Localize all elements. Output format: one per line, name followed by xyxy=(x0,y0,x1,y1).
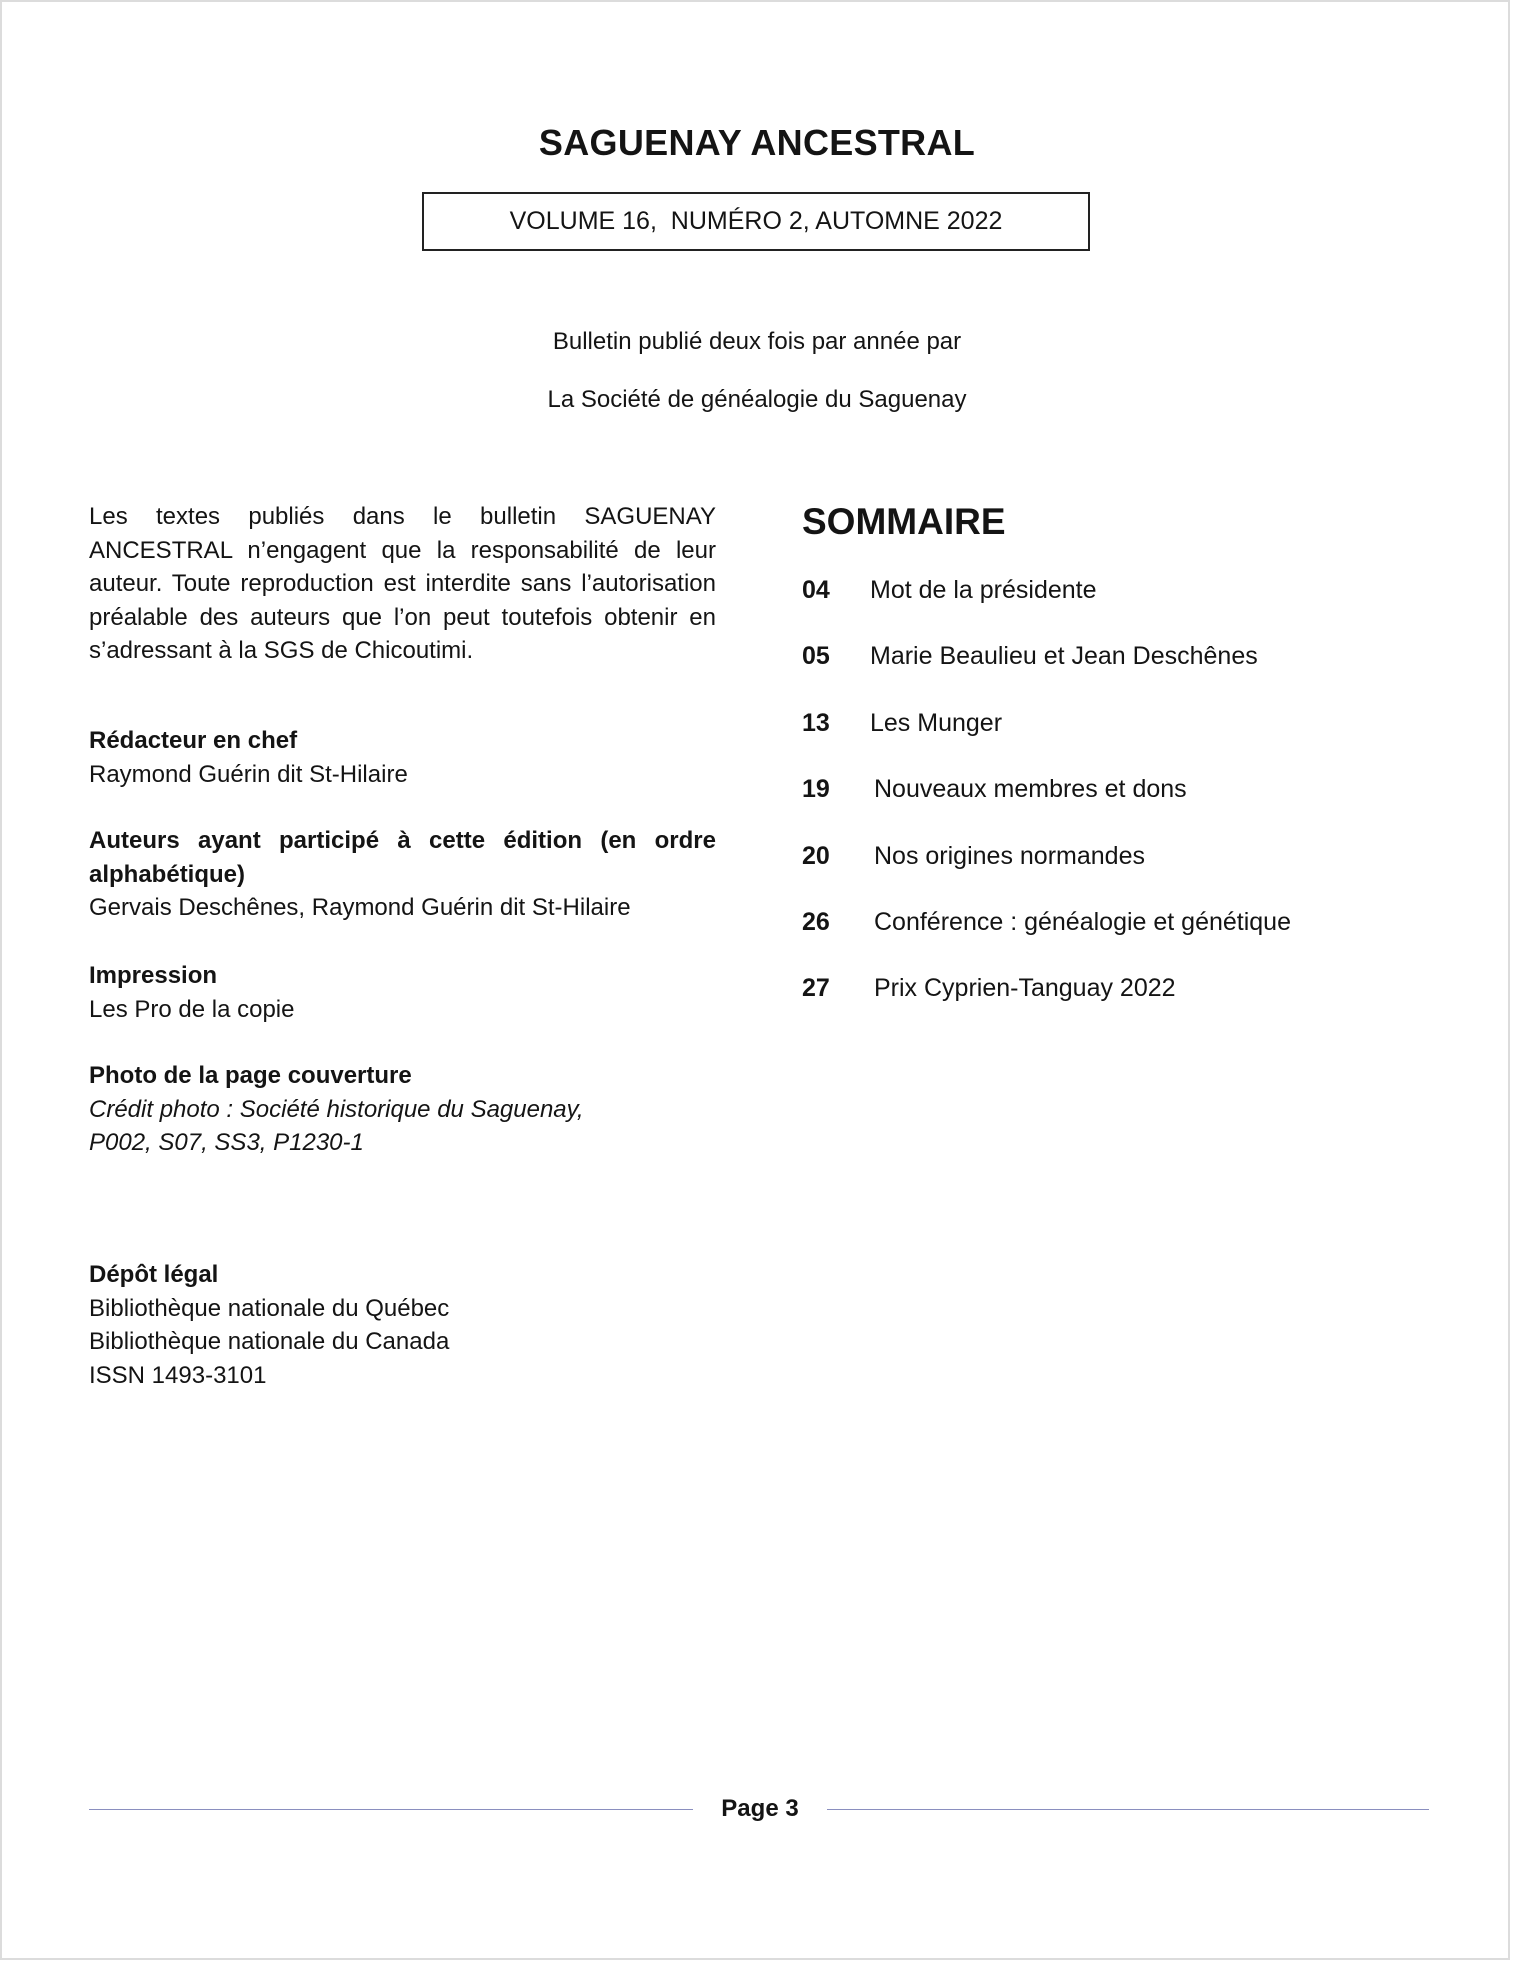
toc-item xyxy=(802,576,1097,605)
toc-label: Les Munger xyxy=(870,709,1003,737)
toc-item xyxy=(802,642,1258,671)
toc-page-number: 27 xyxy=(802,974,830,1002)
photo-block xyxy=(89,1059,716,1160)
auteurs-block xyxy=(89,824,716,925)
toc-item xyxy=(802,709,1002,738)
impression-value: Les Pro de la copie xyxy=(89,995,295,1023)
redacteur-block xyxy=(89,724,716,791)
photo-credit-line-1: Crédit photo : Société historique du Saguenay, xyxy=(89,1095,584,1123)
toc-label: Nouveaux membres et dons xyxy=(874,775,1187,803)
toc-page-number: 26 xyxy=(802,908,830,936)
toc-page-number: 19 xyxy=(802,775,830,803)
bulletin-title: SAGUENAY ANCESTRAL xyxy=(538,122,976,163)
toc-page-number: 04 xyxy=(802,576,830,604)
depot-line-1: Bibliothèque nationale du Québec xyxy=(89,1294,450,1322)
impression-block xyxy=(89,959,716,1026)
toc-label: Nos origines normandes xyxy=(874,842,1145,870)
depot-line-3: ISSN 1493-3101 xyxy=(89,1361,267,1389)
redacteur-label: Rédacteur en chef xyxy=(89,727,298,754)
toc-item xyxy=(802,842,1145,871)
depot-label: Dépôt légal xyxy=(89,1261,219,1288)
sommaire-title: SOMMAIRE xyxy=(802,501,1006,542)
toc-item xyxy=(802,974,1176,1003)
volume-box: VOLUME 16, NUMÉRO 2, AUTOMNE 2022 xyxy=(422,192,1090,251)
toc-label: Mot de la présidente xyxy=(870,576,1097,604)
impression-label: Impression xyxy=(89,962,218,989)
toc-page-number: 20 xyxy=(802,842,830,870)
photo-credit-line-2: P002, S07, SS3, P1230-1 xyxy=(89,1129,364,1156)
footer-rule-right xyxy=(827,1809,1429,1810)
toc-item xyxy=(802,775,1187,804)
depot-legal-block xyxy=(89,1258,716,1392)
disclaimer-paragraph: Les textes publiés dans le bulletin SAGUENAY ANCESTRAL n’engagent que la responsabilité de leur auteur. Toute reproduction est interdite sans l’autorisation préalable des auteurs que l’on peut toutefois obtenir en s’adressant à la SGS de Chicoutimi. xyxy=(89,503,716,664)
auteurs-value: Gervais Deschênes, Raymond Guérin dit St-Hilaire xyxy=(89,894,631,921)
toc-label: Marie Beaulieu et Jean Deschênes xyxy=(870,642,1258,670)
redacteur-value: Raymond Guérin dit St-Hilaire xyxy=(89,760,408,788)
photo-label: Photo de la page couverture xyxy=(89,1062,412,1089)
toc-page-number: 05 xyxy=(802,642,830,670)
publication-line-2: La Société de généalogie du Saguenay xyxy=(547,386,967,413)
toc-label: Conférence : généalogie et génétique xyxy=(874,908,1291,936)
toc-page-number: 13 xyxy=(802,709,830,737)
publication-line-1: Bulletin publié deux fois par année par xyxy=(552,328,962,355)
auteurs-label: Auteurs ayant participé à cette édition (en ordre alphabétique) xyxy=(89,827,716,888)
footer-rule-left xyxy=(89,1809,693,1810)
page-number: Page 3 xyxy=(721,1795,799,1822)
depot-line-2: Bibliothèque nationale du Canada xyxy=(89,1328,450,1355)
toc-item xyxy=(802,908,1291,937)
toc-label: Prix Cyprien-Tanguay 2022 xyxy=(874,974,1176,1002)
